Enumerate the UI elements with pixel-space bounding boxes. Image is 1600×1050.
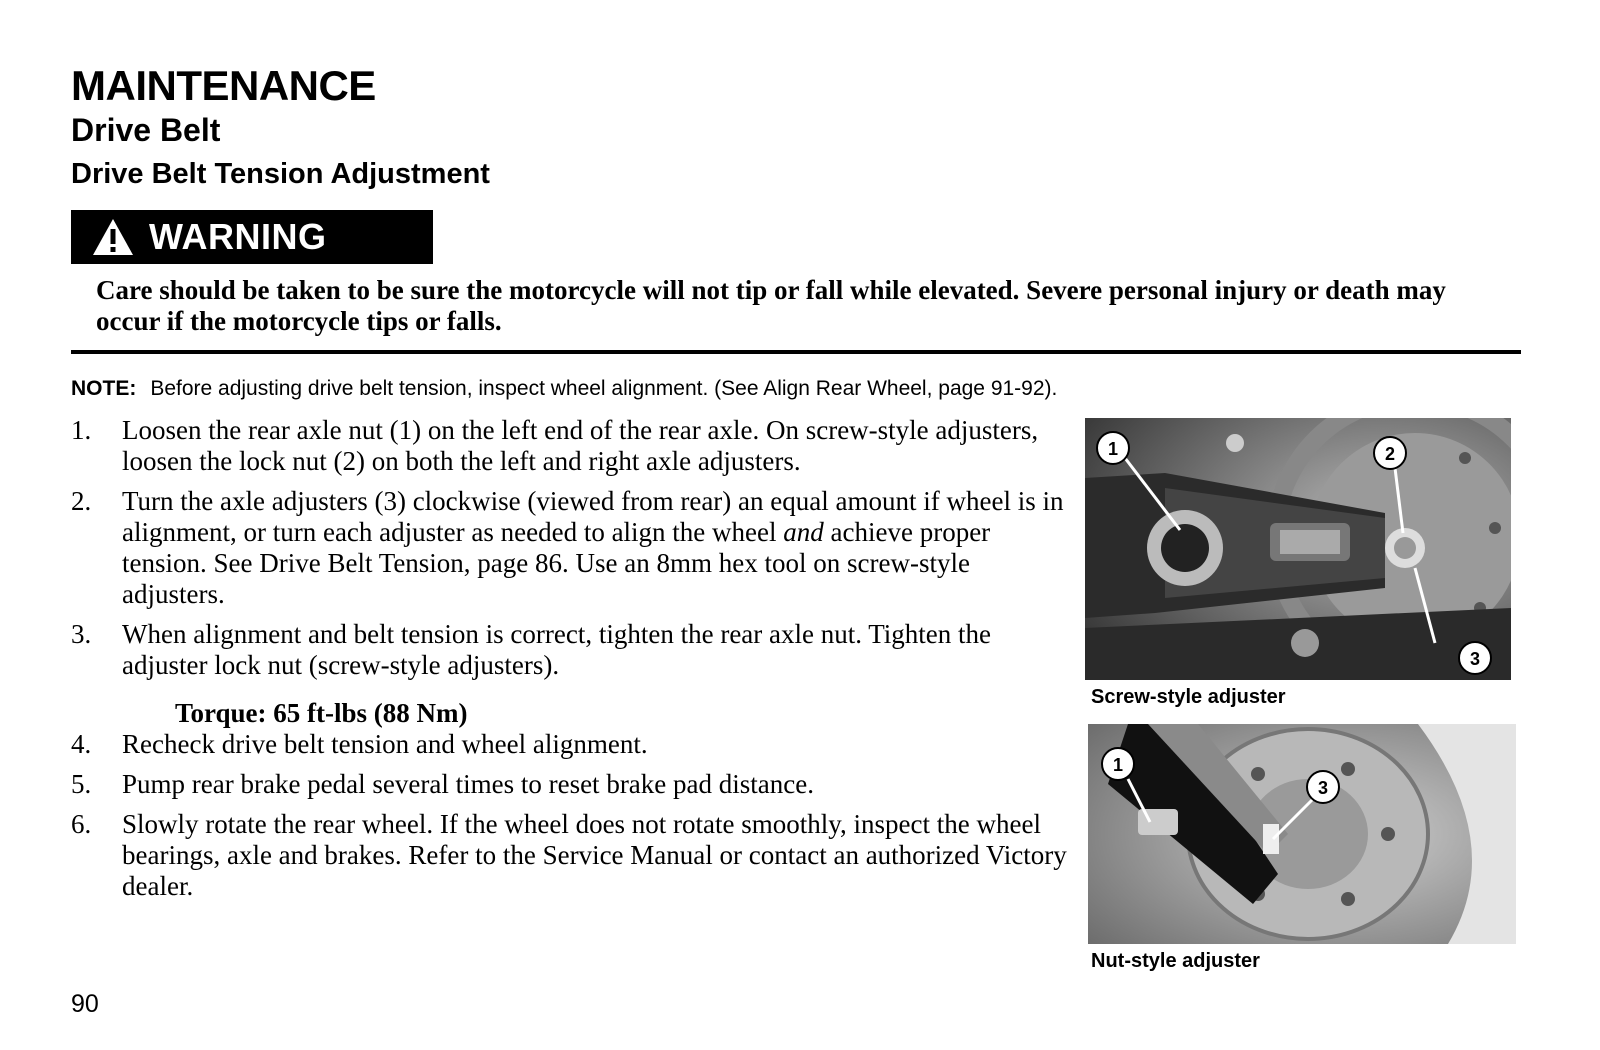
note-label: NOTE:	[71, 377, 137, 400]
step-number: 2.	[71, 486, 92, 516]
warning-text: Care should be taken to be sure the motorcycle will not tip or fall while elevated. Severe personal injury or death may occur if the motorcycle tips or falls.	[96, 275, 1446, 336]
callout-3: 3	[1469, 649, 1481, 669]
step-text: Loosen the rear axle nut (1) on the left end of the rear axle. On screw-style adjusters, loosen the lock nut (2) on both the left and right axle adjusters.	[122, 415, 1039, 476]
page-number: 90	[71, 990, 99, 1018]
nut-style-adjuster-photo	[1088, 724, 1516, 944]
callout-3: 3	[1317, 778, 1329, 798]
subsection-title: Drive Belt	[71, 112, 221, 148]
note	[71, 377, 1057, 401]
step-number: 3.	[71, 619, 92, 649]
step-text: Slowly rotate the rear wheel. If the wheel does not rotate smoothly, inspect the wheel bearings, axle and brakes. Refer to the Service Manual or contact an authorized Victory dealer.	[122, 809, 1067, 901]
topic-title: Drive Belt Tension Adjustment	[71, 158, 490, 190]
callout-1: 1	[1107, 439, 1119, 459]
warning-banner	[71, 210, 433, 264]
section-title: MAINTENANCE	[71, 62, 376, 109]
list-item	[71, 619, 1071, 681]
step-text-emphasis: and	[783, 517, 824, 547]
list-item	[71, 769, 1071, 800]
torque-spec: Torque: 65 ft-lbs (88 Nm)	[175, 698, 468, 728]
screw-style-caption: Screw-style adjuster	[1091, 686, 1286, 708]
list-item	[71, 415, 1071, 477]
step-text: achieve proper tension. See Drive Belt Tension, page 86. Use an 8mm hex tool on screw-style adjusters.	[122, 517, 991, 609]
step-text: Turn the axle adjusters (3) clockwise (viewed from rear) an equal amount if wheel is in alignment, or turn each adjuster as needed to align the wheel	[122, 486, 1064, 547]
step-number: 5.	[71, 769, 92, 799]
step-number: 6.	[71, 809, 92, 839]
warning-triangle-icon	[91, 217, 135, 257]
nut-style-caption: Nut-style adjuster	[1091, 950, 1260, 972]
divider	[71, 350, 1521, 354]
step-number: 1.	[71, 415, 92, 445]
step-text: Pump rear brake pedal several times to reset brake pad distance.	[122, 769, 814, 799]
callout-1: 1	[1112, 755, 1124, 775]
warning-label: WARNING	[149, 216, 327, 257]
list-item	[71, 729, 1071, 760]
note-text: Before adjusting drive belt tension, inspect wheel alignment. (See Align Rear Wheel, page 91-92).	[150, 377, 1058, 400]
screw-style-adjuster-photo	[1085, 418, 1511, 680]
callout-2: 2	[1384, 444, 1396, 464]
step-text: When alignment and belt tension is correct, tighten the rear axle nut. Tighten the adjuster lock nut (screw-style adjusters).	[122, 619, 992, 680]
list-item	[71, 486, 1071, 610]
list-item	[71, 809, 1071, 902]
procedure-steps	[71, 415, 1071, 911]
step-number: 4.	[71, 729, 92, 759]
step-text: Recheck drive belt tension and wheel alignment.	[122, 729, 648, 759]
